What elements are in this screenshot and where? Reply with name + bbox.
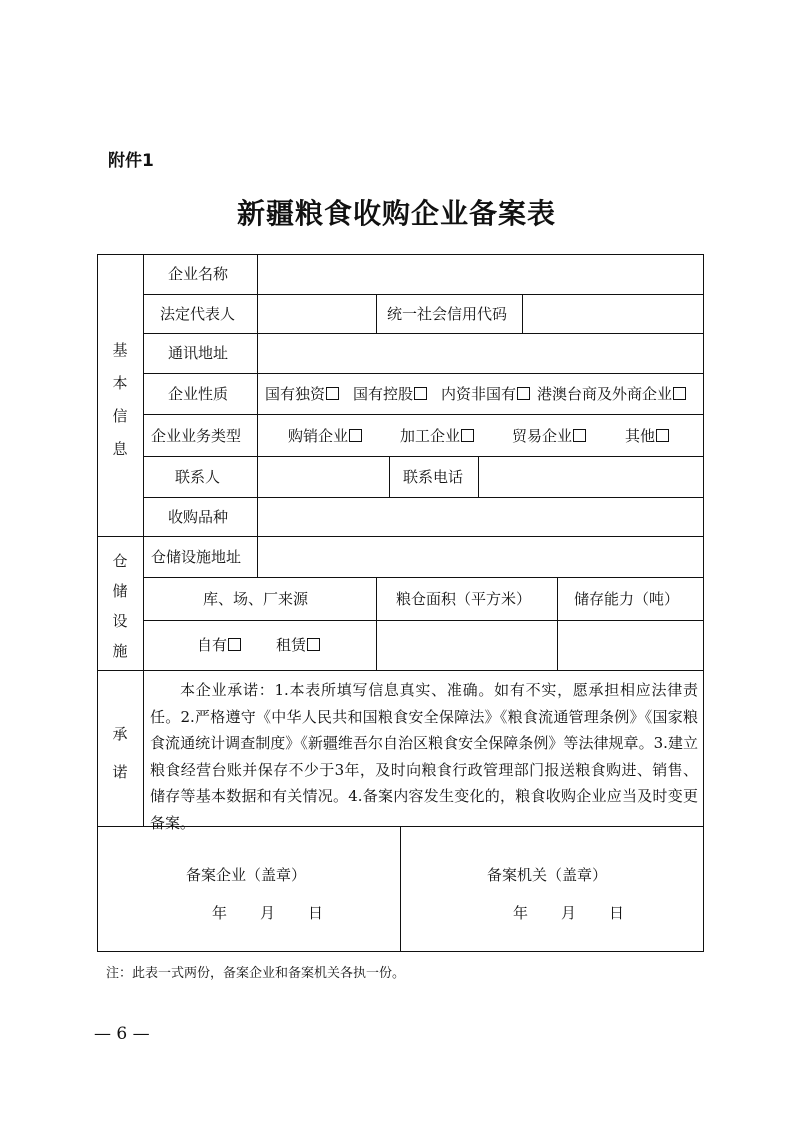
date-month-left: 月 — [260, 904, 276, 922]
label-variety: 收购品种 — [168, 508, 229, 526]
nature-option-state-owned[interactable]: 国有独资 — [265, 384, 339, 404]
label-company-name: 企业名称 — [168, 265, 229, 283]
nature-option-state-controlled[interactable]: 国有控股 — [353, 384, 427, 404]
label-storage-source: 库、场、厂来源 — [203, 590, 309, 608]
date-day-right: 日 — [609, 904, 625, 922]
checkbox[interactable] — [414, 387, 427, 400]
storage-option-rent[interactable]: 租赁 — [276, 635, 320, 655]
signature-company: 备案企业（盖章） — [186, 866, 307, 884]
business-option-commerce[interactable]: 贸易企业 — [512, 426, 586, 446]
label-storage-capacity: 储存能力（吨） — [574, 590, 680, 608]
section-promise: 承 诺 — [112, 725, 128, 781]
checkbox[interactable] — [228, 638, 241, 651]
storage-option-own[interactable]: 自有 — [197, 635, 241, 655]
date-year-right: 年 — [513, 904, 529, 922]
checkbox[interactable] — [517, 387, 530, 400]
signature-authority: 备案机关（盖章） — [487, 866, 608, 884]
label-contact: 联系人 — [175, 468, 221, 486]
footnote: 注：此表一式两份，备案企业和备案机关各执一份。 — [106, 966, 406, 981]
business-option-other[interactable]: 其他 — [625, 426, 669, 446]
checkbox[interactable] — [673, 387, 686, 400]
page-number: — 6 — — [94, 1024, 150, 1044]
checkbox[interactable] — [656, 429, 669, 442]
nature-option-domestic-private[interactable]: 内资非国有 — [441, 384, 530, 404]
checkbox[interactable] — [326, 387, 339, 400]
label-storage-area: 粮仓面积（平方米） — [396, 590, 532, 608]
label-storage-address: 仓储设施地址 — [151, 548, 242, 566]
label-address: 通讯地址 — [168, 344, 229, 362]
label-credit-code: 统一社会信用代码 — [387, 305, 508, 323]
business-option-trading[interactable]: 购销企业 — [288, 426, 362, 446]
label-business-type: 企业业务类型 — [151, 427, 242, 445]
date-day-left: 日 — [308, 904, 324, 922]
date-month-right: 月 — [561, 904, 577, 922]
date-year-left: 年 — [212, 904, 228, 922]
label-phone: 联系电话 — [403, 468, 464, 486]
checkbox[interactable] — [573, 429, 586, 442]
checkbox[interactable] — [349, 429, 362, 442]
label-nature: 企业性质 — [168, 385, 229, 403]
section-storage: 仓 储 设 施 — [112, 552, 128, 660]
nature-option-foreign[interactable]: 港澳台商及外商企业 — [537, 384, 686, 404]
checkbox[interactable] — [461, 429, 474, 442]
business-option-processing[interactable]: 加工企业 — [400, 426, 474, 446]
section-basic-info: 基 本 信 息 — [112, 341, 128, 458]
label-legal-rep: 法定代表人 — [160, 305, 236, 323]
promise-text: 本企业承诺：1.本表所填写信息真实、准确。如有不实，愿承担相应法律责任。2.严格遵守《中华人民共和国粮食安全保障法》《粮食流通管理条例》《国家粮食流通统计调查制度》《新疆维吾尔自治区粮食安全保障条例》等法律规章。3.建立粮食经营台账并保存不少于3年，及时向粮食行政管理部门报送粮食购进、销售、储存等基本数据和有关情况。4.备案内容发生变化的，粮食收购企业应当及时变更备案。 — [150, 681, 698, 832]
form-title: 新疆粮食收购企业备案表 — [236, 197, 556, 230]
checkbox[interactable] — [307, 638, 320, 651]
attachment-label: 附件1 — [108, 151, 154, 171]
